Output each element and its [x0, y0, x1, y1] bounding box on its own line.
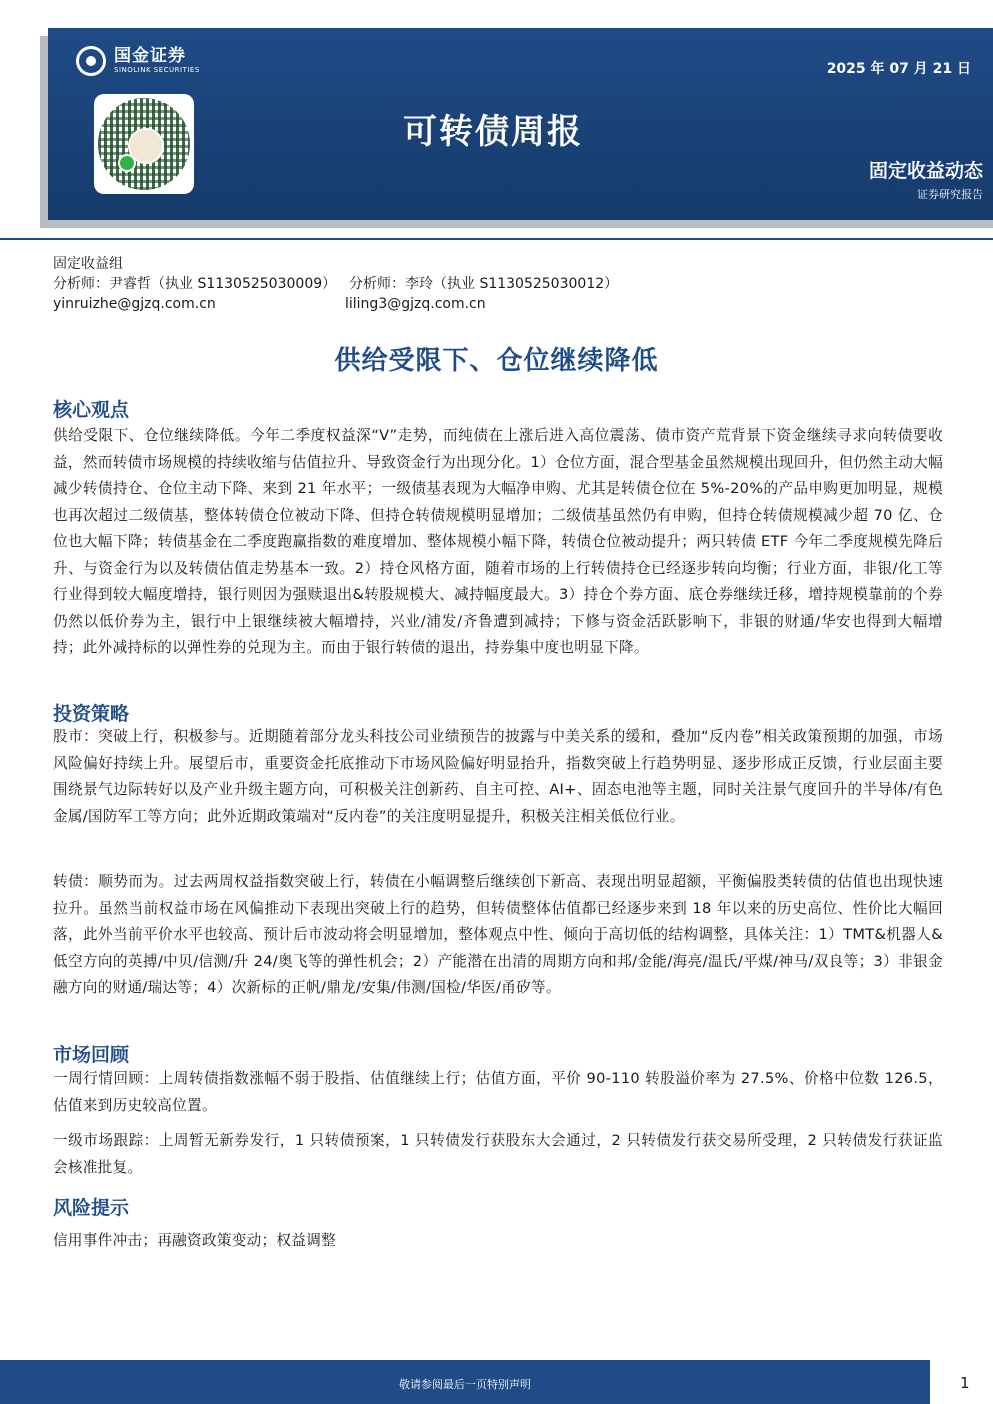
- report-headline: 供给受限下、仓位继续降低: [334, 346, 659, 376]
- report-date: 2025 年 07 月 21 日: [826, 61, 971, 77]
- section-market-text-1: 一周行情回顾：上周转债指数涨幅不弱于股指、估值继续上行；估值方面，平价 90-110 转股溢价率为 27.5%、价格中位数 126.5，估值来到历史较高位置。: [53, 1070, 943, 1114]
- logo-mark-icon: [76, 46, 106, 76]
- section-risk-title: 风险提示: [53, 1197, 130, 1219]
- company-logo: [76, 46, 200, 76]
- section-market-text-2: 一级市场跟踪：上周暂无新券发行，1 只转债预案，1 只转债发行获股东大会通过，2 只转债发行获交易所受理，2 只转债发行获证监会核准批复。: [53, 1132, 943, 1176]
- analyst-2-email[interactable]: liling3@gjzq.com.cn: [345, 296, 486, 312]
- qr-code-icon: [94, 94, 194, 194]
- section-strategy-text-2: 转债：顺势而为。过去两周权益指数突破上行，转债在小幅调整后继续创下新高、表现出明显超额，平衡偏股类转债的估值也出现快速拉升。虽然当前权益市场在风偏推动下表现出突破上行的趋势，但转债整体估值都已经逐步来到 18 年以来的历史高位、性价比大幅回落，此外当前平价水平也较高、预计后市波动将会明显增加，整体观点中性、倾向于高切低的结构调整，具体关注：1）TMT&机器人&低空方向的英搏/中贝/信测/升 24/奥飞等的弹性机会；2）产能潜在出清的周期方向和邦/金能/海亮/温氏/平煤/神马/双良等；3）非银金融方向的财通/瑞达等；4）次新标的正帆/鼎龙/安集/伟测/国检/华医/甬矽等。: [53, 873, 943, 996]
- section-risk-text: 信用事件冲击；再融资政策变动；权益调整: [53, 1232, 336, 1249]
- logo-en: SINOLINK SECURITIES: [114, 66, 200, 74]
- analyst-1-email[interactable]: yinruizhe@gjzq.com.cn: [53, 296, 216, 312]
- section-market-title: 市场回顾: [53, 1044, 130, 1066]
- section-strategy-title: 投资策略: [53, 703, 130, 725]
- report-type: 证券研究报告: [917, 188, 983, 201]
- report-banner: [48, 28, 993, 220]
- header-divider: [0, 238, 993, 240]
- footer-disclaimer: 敬请参阅最后一页特别声明: [399, 1378, 531, 1391]
- section-core-text: 供给受限下、仓位继续降低。今年二季度权益深“V”走势，而纯债在上涨后进入高位震荡、债市资产荒背景下资金继续寻求向转债要收益，然而转债市场规模的持续收缩与估值拉升、导致资金行为出现分化。1）仓位方面，混合型基金虽然规模出现回升，但仍然主动大幅减少转债持仓、仓位主动下降、来到 21 年水平；一级债基表现为大幅净申购、尤其是转债仓位在 5%-20%的产品申购更加明显，规模也再次超过二级债基，整体转债仓位被动下降、但持仓转债规模明显增加；二级债基虽然仍有申购，但持仓转债规模减少超 70 亿、仓位也大幅下降；转债基金在二季度跑赢指数的难度增加、整体规模小幅下降，转债仓位被动提升；两只转债 ETF 今年二季度规模先降后升、与资金行为以及转债估值走势基本一致。2）持仓风格方面，随着市场的上行转债持仓已经逐步转向均衡；行业方面，非银/化工等行业得到较大幅度增持，银行则因为强赎退出&转股规模大、减持幅度最大。3）持仓个券方面、底仓券继续迁移，增持规模靠前的个券仍然以低价券为主，银行中上银继续被大幅增持，兴业/浦发/齐鲁遭到减持；下修与资金活跃影响下，非银的财通/华安也得到大幅增持；此外减持标的以弹性券的兑现为主。而由于银行转债的退出，持券集中度也明显下降。: [53, 427, 943, 656]
- logo-cn: 国金证券: [114, 46, 186, 66]
- section-core-title: 核心观点: [53, 399, 130, 421]
- report-title: 可转债周报: [403, 112, 583, 152]
- analyst-group: 固定收益组: [53, 256, 123, 272]
- page-number: 1: [960, 1374, 970, 1392]
- section-strategy-text-1: 股市：突破上行，积极参与。近期随着部分龙头科技公司业绩预告的披露与中美关系的缓和，叠加“反内卷”相关政策预期的加强，市场风险偏好持续上升。展望后市，重要资金托底推动下市场风险偏好明显抬升，指数突破上行趋势明显、逐步形成正反馈，行业层面主要围绕景气边际转好以及产业升级主题方向，可积极关注创新药、自主可控、AI+、固态电池等主题，同时关注景气度回升的半导体/有色金属/国防军工等方向；此外近期政策端对“反内卷”的关注度明显提升，积极关注相关低位行业。: [53, 728, 943, 825]
- report-category: 固定收益动态: [868, 160, 983, 182]
- analyst-1: 分析师：尹睿哲（执业 S1130525030009）: [53, 276, 337, 292]
- analyst-info: [53, 254, 618, 314]
- analyst-2: 分析师：李玲（执业 S1130525030012）: [349, 276, 619, 292]
